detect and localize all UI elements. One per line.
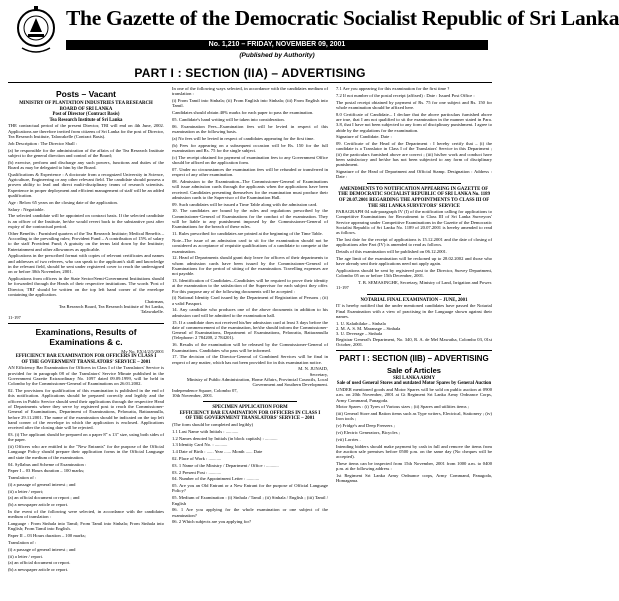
paragraph: (i) a passage of general interest ; and: [8, 481, 76, 487]
heading-rule: [8, 82, 492, 83]
amendment-signature: T. B. SEMASINGHE, Secretary, Ministry of Land, Irrigation and Power.: [358, 280, 492, 286]
paragraph: Applications in the prescribed format with copies of relevant certificates and names and addresses of two referees, who can speak to the applicant's skill and knowledge in the relevant field, should be sent under registered cover to reach the undersigned on or before 30th November, 2001.: [8, 253, 164, 275]
org-line: MINISTRY OF PLANTATION INDUSTRIES TEA RESEARCH: [19, 101, 153, 106]
paragraph: 7.2 If not number of the postal receipt (affixed) : Date : Issued Post Office :: [336, 92, 475, 98]
divider: [367, 294, 461, 295]
paragraph: THE contractual period of the present Director, TRI will end on 4th June, 2002. Applications are therefore invited from citizens of Sri Lanka for the post of Director, Tea Research Institute, Talawakelle (Contract Basis).: [8, 123, 164, 139]
paragraph: AN Efficiency Bar Examination for Officers in Class I of the Translators' Service is provided for in paragraph 08 of the Translators' Service Minute published in the Government Gazette Extraordinary No. 1097 dated 09.09.1999, will be held in Colombo by the Commissioner-General of Examinations on 26.01.2002.: [8, 365, 164, 387]
notarial-list-item: 3. U. Deverage – Sinhala: [336, 331, 383, 337]
divider: [367, 183, 461, 184]
form-line: 02. Place of Work : ...........: [172, 456, 222, 461]
paragraph: (ii) a letter / report.: [8, 553, 44, 559]
paragraph: (i) National Identity Card issued by the Department of Registration of Persons ; (ii) a valid Passport.: [172, 295, 328, 306]
part-heading: PART I : SECTION (IIA) – ADVERTISING: [134, 66, 366, 80]
paragraph: (a) be responsible for the administration of the affairs of the Tea Research Institute subject to the general direction and control of the Board;: [8, 147, 164, 158]
form-subtitle: OF THE GOVERNMENT TRANSLATORS' SERVICE – 2001: [185, 416, 315, 422]
paragraph: 09. Certificate of the Head of the Department : I hereby certify that – (i) the candidate is a Translator in Class I of the Translators' Service in this Department ; (ii) the particulars furnished above are correct ; (iii) his/her work and conduct have been satisfactory and he/she has not been subjected to any form of disciplinary punishment.: [336, 141, 492, 168]
column-2: [172, 86, 328, 601]
form-line: 05. Are you an Old Entrant or a New Entrant for the purpose of Official Language Policy?: [172, 483, 328, 494]
paragraph: The last date for the receipt of applications is 15.12.2001 and the date of closing of applications after Part (IV) is amended to read as follows.: [336, 237, 492, 248]
form-line: (The form should be completed and legibly): [172, 422, 254, 428]
paragraph: Other Benefits : Furnished quarters of the Tea Research Institute; Medical Benefits – According to the prevailing rules; Provident Fund – A contribution of 15% of salary to the staff Provident Fund; A gratuity on the terms laid down by the Institute; Entertainment and other allowances as applicable.: [8, 230, 164, 252]
part-divider: [336, 350, 492, 351]
paragraph: 8.0 Certificate of Candidate.– I declare that the above particulars furnished above are true, that I am not qualified to sit the examination in the manner stated in Para. 3.8, that I have not been subjected to any form of disciplinary punishment. I agree to abide by the regulations for the examination.: [336, 111, 492, 133]
signature-org: Tea Research Board, Tea Research Institute of Sri Lanka,: [58, 304, 164, 310]
paragraph: Signature of the Head of Department and Official Stamp. Designation : Address : Date :: [336, 169, 492, 180]
paragraph: Applications from officers in the State Sector/Semi-Government Institutions should be forwarded through the Heads of their respective institutions. The words 'Post of Director, TRI' should be written on the top left hand corner of the envelope containing the application.: [8, 276, 164, 297]
paragraph: Language : From Sinhala into Tamil; From Tamil into Sinhala; From Sinhala into English; From Tamil into English.: [8, 521, 164, 532]
notarial-list-item: 2. M. A. S. M. Maranage – Sinhala: [336, 326, 401, 332]
paragraph: Signature of Candidate. Date :: [336, 134, 392, 140]
paragraph: (iii) General Store and Ration items such as Type writers, Electrical, Stationery ; (iv) Iron tools ;: [336, 411, 492, 422]
paragraph: In the event of the following were selected, in accordance with the candidates medium of translation :: [8, 509, 164, 520]
paragraph: In one of the following ways selected, in accordance with the candidates medium of translation :: [172, 86, 328, 97]
notarial-list-item: 1. U. Kalathilake – Sinhala: [336, 320, 386, 326]
paragraph: Salary : Negotiable.: [8, 206, 45, 212]
paragraph: 04. Syllabus and Scheme of Examination :: [8, 461, 87, 467]
signature-title: Secretary,: [309, 371, 328, 377]
three-columns: [8, 86, 492, 601]
amendment-body: [336, 209, 492, 279]
paragraph: UNDER mentioned goods and Motor Spares will be sold on public auction at 0900 a.m. on 20th November, 2001 at Gt Regiment Sri Lanka Army Ordnance Corps, Army Command, Panagoda.: [336, 386, 492, 403]
paragraph: (a) an official document or report.: [8, 560, 71, 566]
form-line: 1.4 Date of Birth : ...... Year ...... Month ...... Date: [172, 449, 263, 455]
posts-vacant-body: [8, 123, 164, 297]
paragraph: 14. Any candidate who produces one of the above documents in addition to his admission card will be admitted to the examination hall.: [172, 307, 328, 318]
sale-title: Sale of used General Stores and outdated Motor Spares by General Auction: [336, 381, 492, 387]
paragraph: (v) Fridge's and Deep Freezers ;: [336, 423, 395, 429]
sale-of-articles-heading: Sale of Articles: [387, 365, 441, 375]
paragraph: 7.1 Are you appearing for this examination for the first time ?: [336, 86, 450, 91]
post-title: Post of Director (Contract Basis): [52, 112, 120, 118]
paragraph: Job Description : The Director Shall :: [8, 140, 78, 146]
paragraph: (ii) Officers who are entitled to the "New Entrants" for the purpose of the Official Language Policy should prepare their application forms in the Official Language and state the medium of the examination.: [8, 444, 164, 460]
reference-number: 11-197: [8, 314, 21, 320]
paragraph: Paper II – 03 Hours duration – 100 marks;: [8, 533, 86, 539]
paragraph: Translation of :: [8, 475, 37, 481]
paragraph: (c) The receipt obtained for payment of examination fees to any Government Office should be affixed on the application form.: [172, 154, 328, 166]
examination-body: [8, 365, 164, 572]
paragraph: Intending bidders should make payment by cash in full and remove the items from the auction sale premises before 0500 p.m. on the same day (No cheques will be accepted).: [336, 443, 492, 460]
paragraph: 09. Such candidates will be issued a Time Table along with the admission card.: [172, 201, 318, 207]
paragraph: 13. Identification of Candidates.–Candidates will be required to prove their identity at the examination to the satisfaction of the Supervisor for each subject they offer. For this purpose any of the following documents will be accepted :: [172, 278, 328, 294]
signature-place: Talawakelle.: [140, 309, 164, 315]
paragraph: 17. The decision of the Director-General of Combined Services will be final in respect of any matter, which has not been provided for in this examination notice.: [172, 354, 328, 365]
divider: [203, 401, 297, 402]
paragraph: (b) Fees for appearing on a subsequent occasion will be Rs. 150 for the full examination and Rs. 75 for the single subject.: [172, 142, 328, 153]
paragraph: Applications should be sent by registered post to the Director, Survey Department, Colombo 05 on or before 15th December, 2001.: [336, 268, 492, 279]
signature-name: Chairman,: [144, 298, 164, 304]
form-line: 1.1 Last Name with Initials : ...........: [172, 428, 239, 434]
notarial-heading: NOTARIAL FINAL EXAMINATION – JUNE, 2001: [360, 297, 468, 303]
form-line: 06. 2 Which subjects are you applying for?: [172, 519, 252, 525]
paragraph: 16. Results of the examination will be released by the Commissioner-General of Examinations. Candidates who pass will be informed.: [172, 342, 328, 353]
exam-notice-body: [172, 86, 328, 365]
column-1: [8, 86, 164, 601]
paragraph: 05. Candidate's hand writing will be taken into consideration.: [172, 116, 285, 122]
posts-vacant-heading: Posts – Vacant: [55, 89, 116, 99]
paragraph: Details of this examination will be published on 06.12.2001.: [336, 249, 448, 255]
exam-subtitle: EFFICIENCY BAR EXAMINATION FOR OFFICERS IN CLASS I: [15, 354, 157, 360]
paragraph: (b) exercise, perform and discharge any such powers, functions and duties of the Board as may be delegated to him by the Board.: [8, 159, 164, 170]
paragraph: The selected candidate will be appointed on contract basis. If the selected candidate is an officer of the Institute, he/she would revert back to the substantive post after expiry of the contractual period.: [8, 213, 164, 229]
gazette-title: The Gazette of the Democratic Socialist Republic of Sri Lanka: [66, 6, 619, 30]
paragraph: 08. Admission to the Examination.–The Commissioner-General of Examinations will issue admission cards through the applicants when the applications have been received. Candidates presenting themselves for the examination must produce their admission cards to the Supervisor of the Examination Hall.: [172, 178, 328, 200]
part2-heading: PART I : SECTION (IIB) – ADVERTISING: [339, 354, 489, 364]
signature-date: 10th November, 2001.: [172, 392, 214, 398]
signature-org: Ministry of Public Administration, Home Affairs, Provincial Councils, Local Government and Southern Development.: [186, 377, 328, 388]
form-line: 04. Number of the Appointment Letter : ...........: [172, 476, 260, 482]
signature-address: Independence Square, Colombo 07,: [172, 387, 238, 393]
notarial-list: [336, 321, 492, 337]
issue-number-bar: No. 1,210 – FRIDAY, NOVEMBER 09, 2001: [66, 40, 488, 50]
paragraph: The age limit of the examination will be reckoned up to 28.02.2002 and those who have already sent their applications need not apply again.: [336, 256, 492, 267]
paragraph: (a) No fees will be levied in respect of candidates appearing for the first time.: [172, 135, 315, 141]
section-divider: [8, 323, 164, 324]
amendment-heading: AMENDMENTS TO NOTIFICATION APPEARING IN GAZETTE OF THE DEMOCRATIC SOCIALIST REPUBLIC OF SRI LANKA No. 1189 OF 20.07.2001 REGARDING THE APPOINTMENTS TO CLASS III OF THE SRI LANKA SURVEYORS' SERVICE: [338, 186, 490, 209]
notarial-paragraph: IT is hereby notified that the under mentioned candidates have passed the Notarial Final Examination with a view of practising in the Language shown against their names.: [336, 303, 492, 319]
paragraph: (i) a passage of general interest ; and: [8, 546, 76, 552]
application-form: [172, 422, 328, 525]
paragraph: The postal receipt obtained by payment of Rs. 75 for one subject and Rs. 150 for whole examination should be affixed here.: [336, 99, 492, 110]
paragraph: These items can be inspected from 15th November, 2001 from 1000 a.m. to 0400 p.m. at the following address :: [336, 461, 492, 472]
paragraph: (b) a newspaper article or report.: [8, 502, 69, 508]
amendment-reference: 11-197: [336, 285, 349, 291]
form-line: 1.2 Names denoted by Initials (in block capitals) : ...........: [172, 435, 278, 441]
sale-body: [336, 387, 492, 484]
paragraph: Paper I – 03 Hours duration – 100 marks;: [8, 468, 85, 474]
org-line: BOARD OF SRI LANKA: [59, 106, 113, 112]
paragraph: 02. The provisions for qualification of this examination is published in the end of this notification. Applications should be prepared correctly and legibly and the officers in Public Service should send their applications through the respective Head of Departments where they serve by registered post to reach the Commissioner-General of Examinations, Department of Examinations, Pelawatta, Battaramulla, before 29.11.2001. The name of the examination should be indicated on the top left hand corner of the envelope in which the application is enclosed. Applications received after the closing date will be rejected.: [8, 388, 164, 431]
paragraph: (b) a newspaper article or report.: [8, 567, 69, 573]
sri-lanka-emblem-icon: [14, 4, 58, 58]
paragraph: 06. Examination Fees.–Examination fees will be levied in respect of this examination as the following basis.: [172, 123, 328, 135]
paragraph: 12. Head of Departments should grant duty leave for officers of their departments to whom admission cards have been issued by the Commissioner-General of Examinations for the period of sitting of the examination. Travelling expenses are not payable.: [172, 255, 328, 277]
paragraph: 03. (i) The applicant should be prepared on a paper 8" x 13" size, using both sides of the paper.: [8, 432, 164, 443]
paragraph: Translation of :: [8, 540, 37, 546]
form-line: 03. 1 Name of the Ministry / Department / Office : ...........: [172, 462, 279, 468]
form-subtitle: EFFICIENCY BAR EXAMINATION FOR OFFICERS IN CLASS I: [179, 410, 321, 416]
form-line: 05. Medium of Examination : (i) Sinhala / Tamil ; (ii) Sinhala / English ; (iii) Tamil / English: [172, 495, 328, 506]
paragraph: Candidates should obtain 40% marks for each paper to pass the examination.: [172, 110, 314, 116]
published-by-authority: (Published by Authority): [239, 52, 315, 59]
form-line: 06. 1 Are you applying for the whole examination or one subject of the examination?: [172, 507, 328, 518]
form-heading: SPECIMEN APPLICATION FORM: [212, 405, 288, 411]
registrar-signature: Registrar General's Department, No. 340, R. A. de Mel Mawatha, Colombo 03, 01st October, 2001.: [336, 336, 492, 347]
examinations-heading: Examinations, Results of Examinations & c.: [35, 326, 137, 347]
exam-subtitle: OF THE GOVERNMENT TRANSLATORS' SERVICE – 2001: [21, 359, 151, 365]
paragraph: PARAGRAPH 04 sub-paragraph IV (I) of the notification calling for applications to Competitive Examinations for Recruitment to Class III of Sri Lanka Surveyors' Service appearing under Competitive Examinations in the Gazette of the Democratic Socialist Republic of Sri Lanka No. 1189 of 20.07.2001 is hereby amended to read as follows.: [336, 209, 492, 236]
sale-org: SRI LANKA ARMY: [392, 375, 436, 381]
paragraph: 10. The candidates are bound by the rules and regulations prescribed by the Commissioner-General of Examinations for the conduct of the examination. They will be liable to any punishment imposed by the Commissioner-General of Examinations for the breach of these rules.: [172, 208, 328, 230]
paragraph: Qualifications & Experience : A doctorate from a recognized University in Science, Agriculture, Engineering or any other relevant field. The candidate should possess a proven ability to lead and direct multi-disciplinary teams of research scientists. Experience in proper deployment and efficient management of staff will be an added qualification.: [8, 171, 164, 198]
paragraph: (a) an official document or report ; and: [8, 495, 80, 501]
paragraph: (ii) a letter / report;: [8, 488, 44, 494]
signature-name: M. N. JUNAID,: [298, 366, 328, 372]
paragraph: 1st Regiment Sri Lanka Army Ordnance corps, Army Command, Panagoda, Homagama.: [336, 473, 492, 484]
notice-number: My No. EX/4/2/5/2001: [121, 348, 164, 354]
form-line: 1.3 Identity Card No. : ...........: [172, 442, 228, 448]
form-continuation: [336, 86, 492, 180]
column-3: [336, 86, 492, 601]
form-line: 03. 2 Present Post : ...........: [172, 469, 222, 475]
paragraph: (vi) Electric Generators, Bicycles ;: [336, 430, 400, 436]
paragraph: 15. If a candidate does not received his/her admission card at least 3 days before the date of commencement of the examination, he/she should inform the Commissioner-General of Examinations, Department of Examinations, Pelawatta, Battaramulla (Telephone: 2 784208, 2 784201).: [172, 319, 328, 341]
paragraph: (i) From Tamil into Sinhala; (ii) From English into Sinhala; (iii) From English into Tamil.: [172, 98, 328, 109]
paragraph: 11. Rules prescribed for candidates are printed at the beginning of the Time Table.: [172, 231, 323, 237]
paragraph: Motor Spares : (i) Tyres of Various sizes ; (ii) Spares and utilities items ;: [336, 404, 469, 410]
paragraph: (vii) Lorries .: [336, 436, 361, 442]
masthead: [8, 0, 619, 70]
institute-name: Tea Research Institute of Sri Lanka: [49, 117, 123, 123]
paragraph: Note.–The issue of an admission card to sit for the examination should not be considered as acceptance of requisite qualifications of a candidate to compete at the examination.: [172, 237, 328, 254]
paragraph: Age : Below 65 years on the closing date of the application.: [8, 199, 118, 205]
paragraph: 07. Under no circumstances the examination fees will be refunded or transferred in respect of any other examination.: [172, 166, 328, 178]
